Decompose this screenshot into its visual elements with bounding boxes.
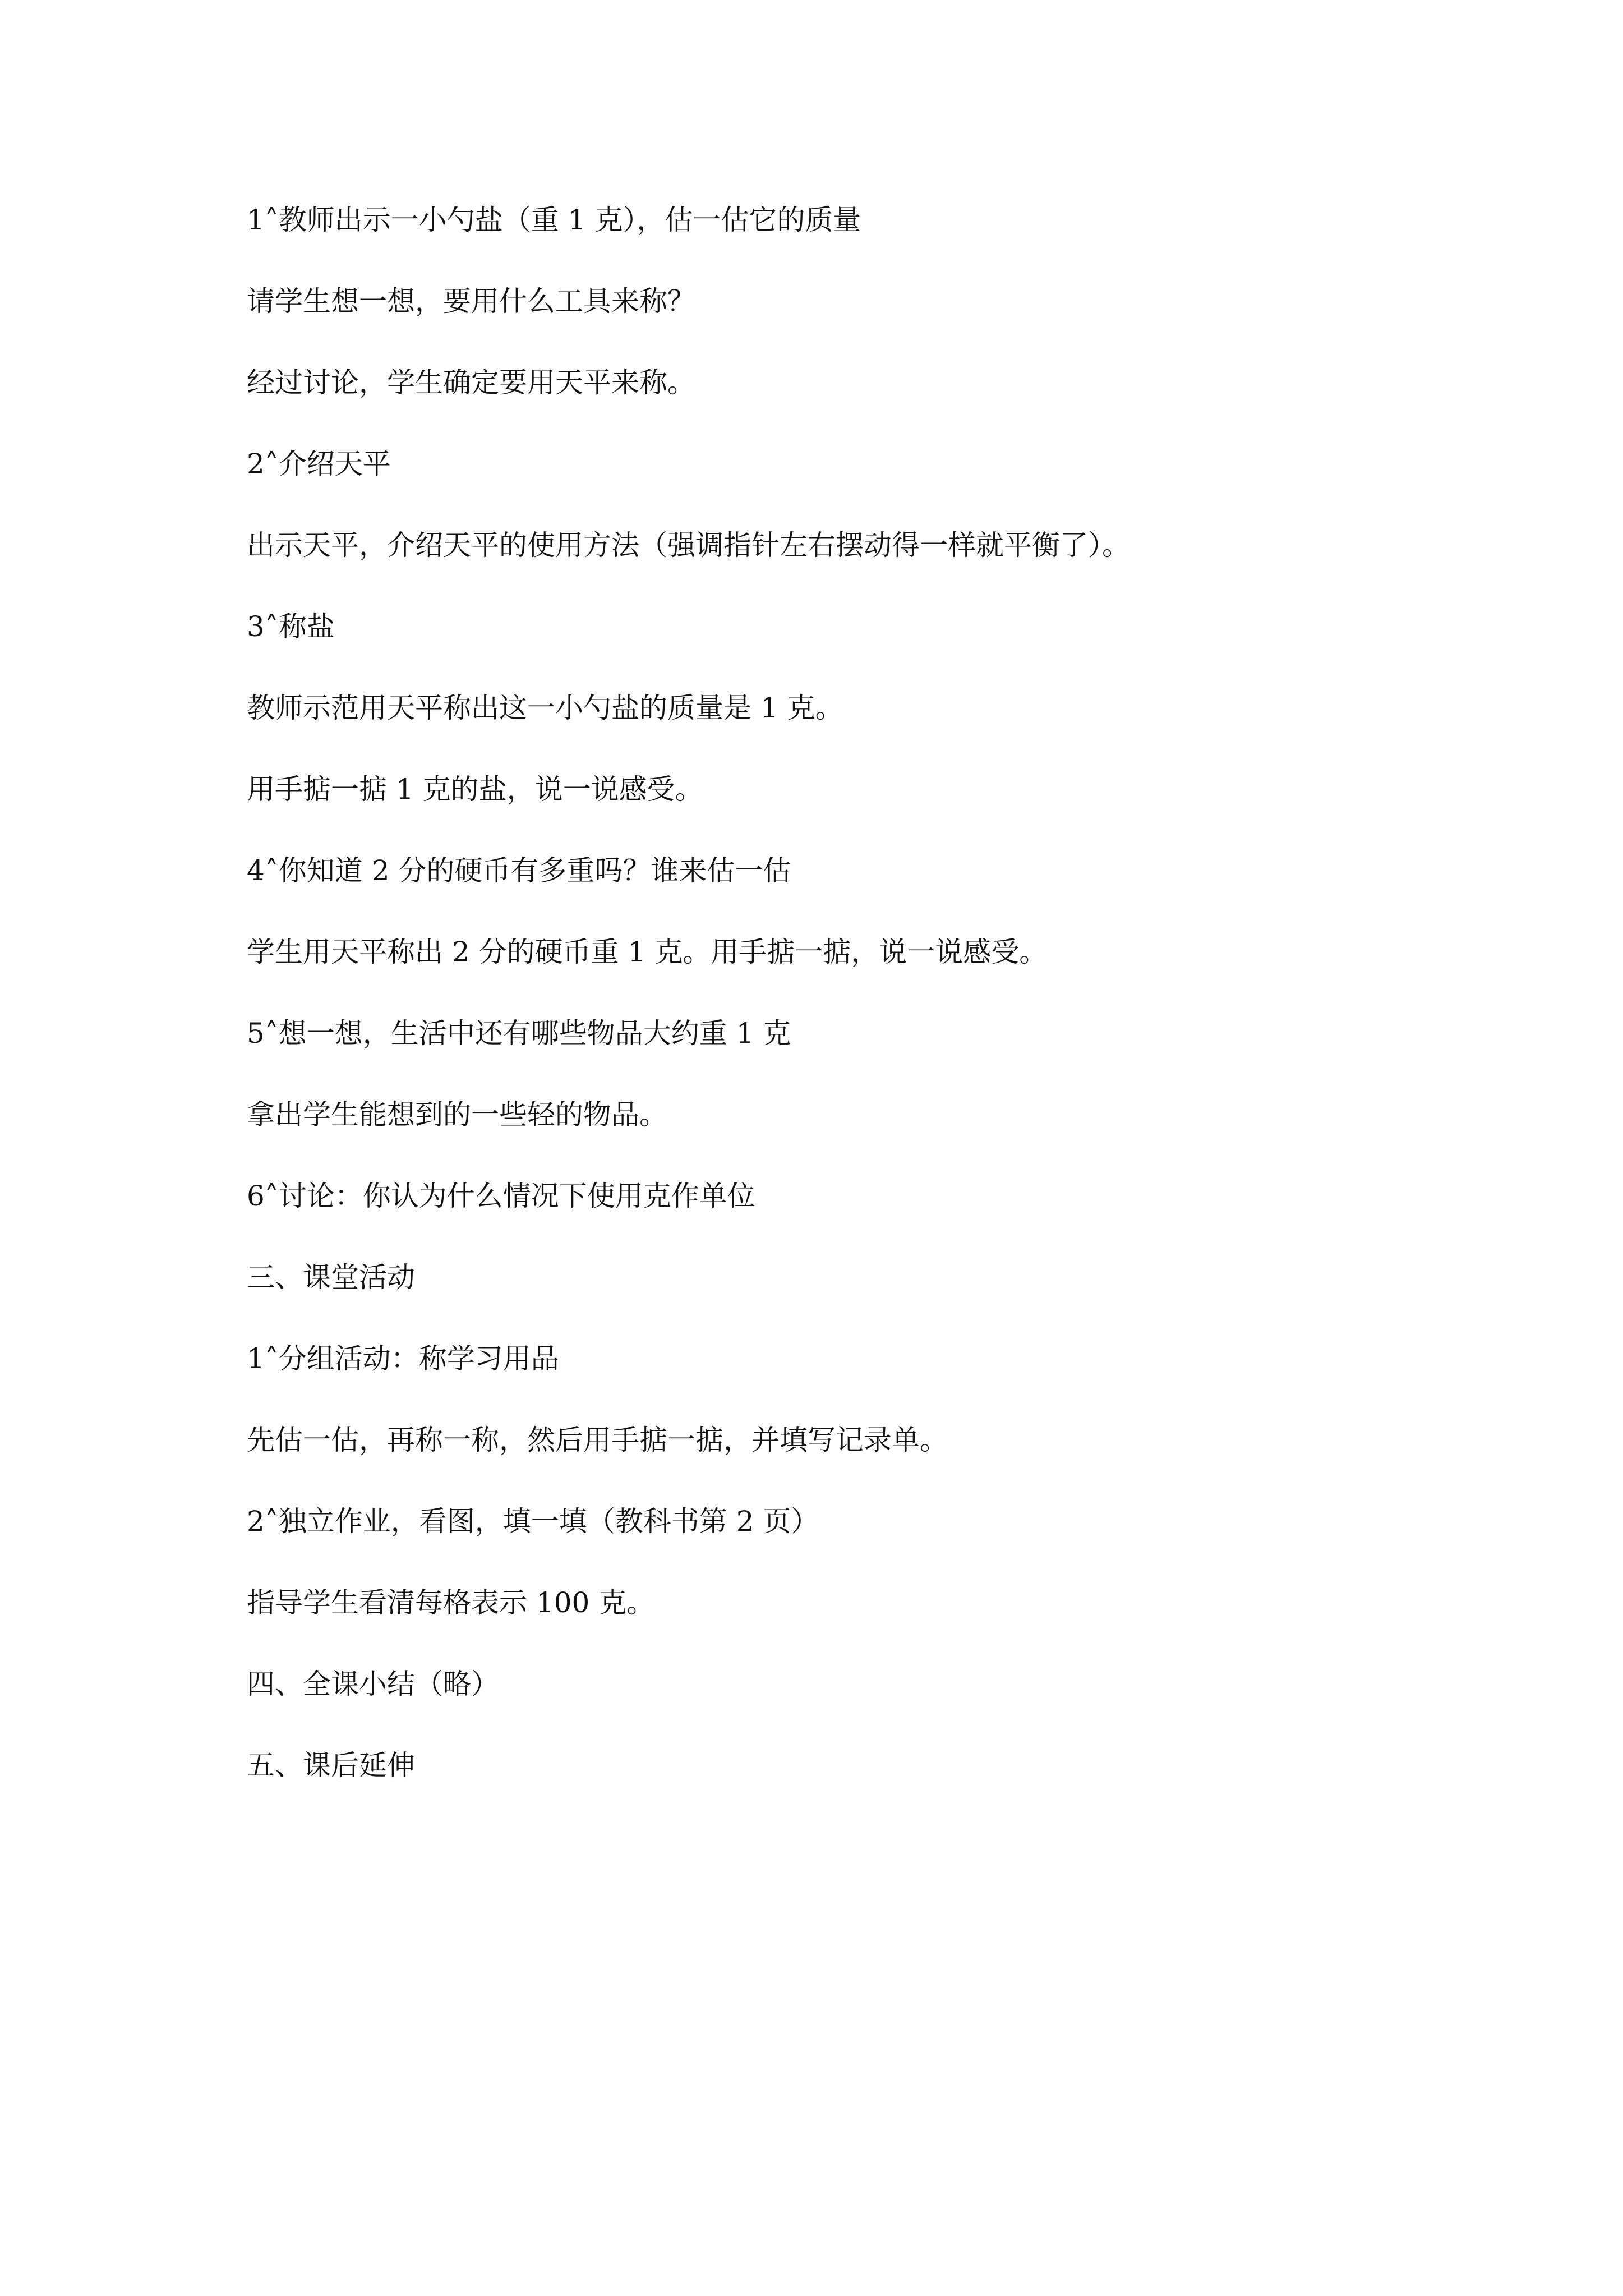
paragraph: 出示天平，介绍天平的使用方法（强调指针左右摆动得一样就平衡了）。 xyxy=(247,529,1130,562)
paragraph: 经过讨论，学生确定要用天平来称。 xyxy=(247,366,695,399)
paragraph: 指导学生看清每格表示 100 克。 xyxy=(247,1586,655,1619)
document-body xyxy=(247,199,1424,1826)
step-4-heading: 4˄你知道 2 分的硬币有多重吗？谁来估一估 xyxy=(247,854,791,887)
step-6-heading: 6˄讨论：你认为什么情况下使用克作单位 xyxy=(247,1180,755,1212)
step-5-heading: 5˄想一想，生活中还有哪些物品大约重 1 克 xyxy=(247,1017,791,1050)
paragraph: 教师示范用天平称出这一小勺盐的质量是 1 克。 xyxy=(247,692,843,724)
step-2-heading: 2˄介绍天平 xyxy=(247,448,391,480)
paragraph: 先估一估，再称一称，然后用手掂一掂，并填写记录单。 xyxy=(247,1424,948,1456)
paragraph: 拿出学生能想到的一些轻的物品。 xyxy=(247,1098,667,1131)
step-1-heading: 1˄教师出示一小勺盐（重 1 克），估一估它的质量 xyxy=(247,204,861,236)
section-5-heading: 五、课后延伸 xyxy=(247,1749,415,1782)
paragraph: 用手掂一掂 1 克的盐，说一说感受。 xyxy=(247,773,703,806)
paragraph: 请学生想一想，要用什么工具来称？ xyxy=(247,285,695,318)
paragraph: 学生用天平称出 2 分的硬币重 1 克。用手掂一掂，说一说感受。 xyxy=(247,936,1048,968)
section-3-heading: 三、课堂活动 xyxy=(247,1261,415,1294)
activity-2-heading: 2˄独立作业，看图，填一填（教科书第 2 页） xyxy=(247,1505,819,1538)
section-4-heading: 四、全课小结（略） xyxy=(247,1668,499,1700)
step-3-heading: 3˄称盐 xyxy=(247,610,335,643)
activity-1-heading: 1˄分组活动：称学习用品 xyxy=(247,1342,559,1375)
